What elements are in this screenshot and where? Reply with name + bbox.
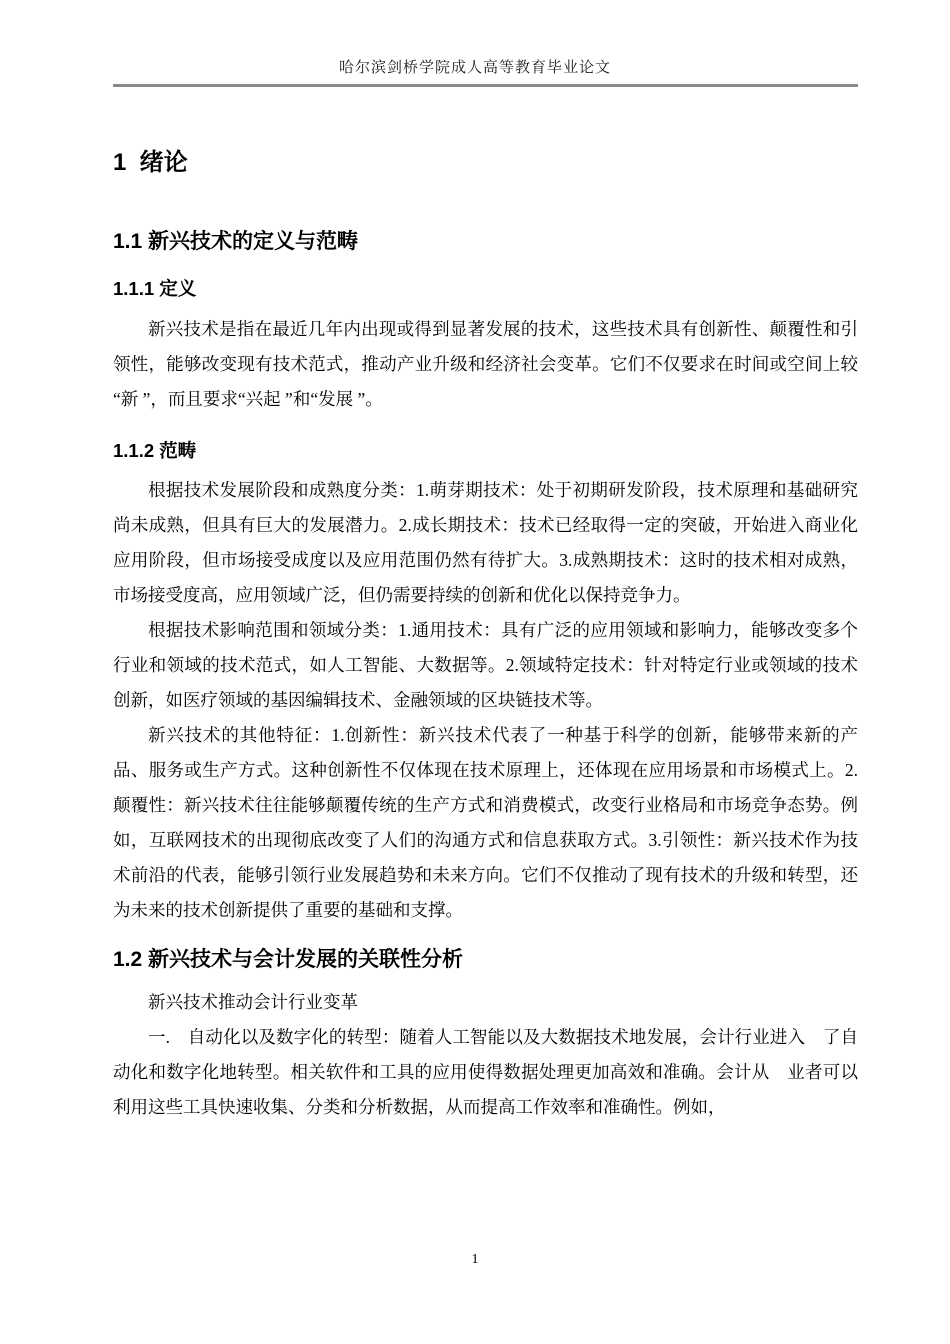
page-footer (0, 1252, 950, 1268)
paragraph-maturity-classification: 根据技术发展阶段和成熟度分类：1.萌芽期技术：处于初期研发阶段，技术原理和基础研究尚未成熟，但具有巨大的发展潜力。2.成长期技术：技术已经取得一定的突破，开始进入商业化应用阶段，但市场接受成度以及应用范围仍然有待扩大。3.成熟期技术：这时的技术相对成熟，市场接受度高，应用领域广泛，但仍需要持续的创新和优化以保持竞争力。 (113, 479, 858, 605)
paragraph-definition: 新兴技术是指在最近几年内出现或得到显著发展的技术，这些技术具有创新性、颠覆性和引领性，能够改变现有技术范式，推动产业升级和经济社会变革。它们不仅要求在时间或空间上较“新 ”，而且要求“兴起 ”和“发展 ”。 (113, 318, 858, 409)
paragraph-automation-transformation: 一. 自动化以及数字化的转型：随着人工智能以及大数据技术地发展，会计行业进入 了自动化和数字化地转型。相关软件和工具的应用使得数据处理更加高效和准确。会计从 业者可以利用这些工具快速收集、分类和分析数据，从而提高工作效率和准确性。例如， (113, 1026, 858, 1117)
subsection-heading-1-1-1: 1.1.1 定义 (113, 278, 197, 300)
page-header (0, 0, 950, 77)
header-rule-divider (113, 84, 858, 87)
page-number: 1 (471, 1252, 479, 1267)
section-heading-1-1: 1.1 新兴技术的定义与范畴 (113, 230, 359, 254)
header-title: 哈尔滨剑桥学院成人高等教育毕业论文 (338, 60, 611, 76)
chapter-heading-1: 1 绪论 (113, 149, 188, 176)
paragraph-other-characteristics: 新兴技术的其他特征：1.创新性：新兴技术代表了一种基于科学的创新，能够带来新的产品、服务或生产方式。这种创新性不仅体现在技术原理上，还体现在应用场景和市场模式上。2.颠覆性：新兴技术往往能够颠覆传统的生产方式和消费模式，改变行业格局和市场竞争态势。例如，互联网技术的出现彻底改变了人们的沟通方式和信息获取方式。3.引领性：新兴技术作为技术前沿的代表，能够引领行业发展趋势和未来方向。它们不仅推动了现有技术的升级和转型，还为未来的技术创新提供了重要的基础和支撑。 (113, 724, 858, 920)
subsection-heading-1-1-2: 1.1.2 范畴 (113, 439, 197, 461)
paragraph-domain-classification: 根据技术影响范围和领域分类：1.通用技术：具有广泛的应用领域和影响力，能够改变多个行业和领域的技术范式，如人工智能、大数据等。2.领域特定技术：针对特定行业或领域的技术创新，如医疗领域的基因编辑技术、金融领域的区块链技术等。 (113, 619, 858, 710)
section-heading-1-2: 1.2 新兴技术与会计发展的关联性分析 (113, 947, 464, 971)
paragraph-lead-in: 新兴技术推动会计行业变革 (148, 991, 358, 1012)
document-body (0, 147, 950, 1125)
